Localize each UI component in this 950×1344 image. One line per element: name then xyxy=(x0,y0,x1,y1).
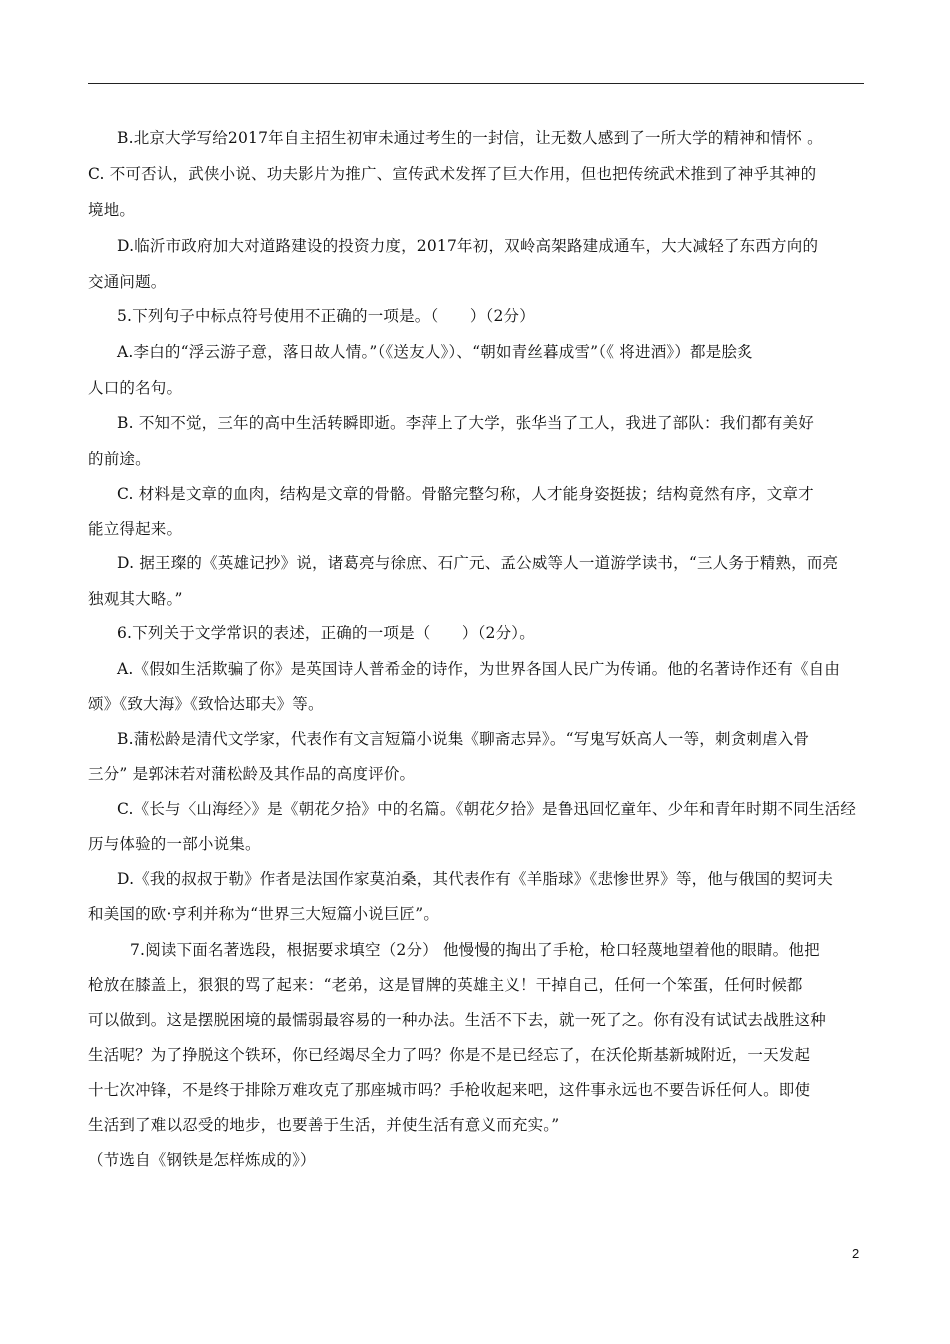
q6-option-a-line-2: 颂》《致大海》《致恰达耶夫》等。 xyxy=(88,695,324,713)
option-d-line-2: 交通问题。 xyxy=(88,273,167,291)
q6-option-a-line-1: A.《假如生活欺骗了你》是英国诗人普希金的诗作，为世界各国人民广为传诵。他的名著诗作还有《自由 xyxy=(117,660,841,678)
q5-option-a-line-2: 人口的名句。 xyxy=(88,379,183,397)
excerpt-source: （节选自《钢铁是怎样炼成的》） xyxy=(88,1151,316,1169)
q5-option-d-line-2: 独观其大略。” xyxy=(88,590,183,608)
q5-option-c-line-1: C. 材料是文章的血肉，结构是文章的骨骼。骨骼完整匀称，人才能身姿挺拔；结构竟然有序，文章才 xyxy=(117,485,814,503)
header-rule xyxy=(88,83,864,84)
option-d-line-1: D.临沂市政府加大对道路建设的投资力度，2017年初，双岭高架路建成通车，大大减轻了东西方向的 xyxy=(117,237,819,255)
q6-option-b-line-1: B.蒲松龄是清代文学家，代表作有文言短篇小说集《聊斋志异》。“写鬼写妖高人一等，刺贪刺虐入骨 xyxy=(117,730,810,748)
question-7-line-3: 可以做到。这是摆脱困境的最懦弱最容易的一种办法。生活不下去，就一死了之。你有没有试试去战胜这种 xyxy=(88,1011,826,1029)
question-7-line-5: 十七次冲锋，不是终于排除万难攻克了那座城市吗？手枪收起来吧，这件事永远也不要告诉任何人。即使 xyxy=(88,1081,811,1099)
q6-option-b-line-2: 三分” 是郭沫若对蒲松龄及其作品的高度评价。 xyxy=(88,765,416,783)
q5-option-d-line-1: D. 据王璨的《英雄记抄》说，诸葛亮与徐庶、石广元、孟公威等人一道游学读书，“三人务于精熟，而亮 xyxy=(117,554,839,572)
question-7-line-4: 生活呢？为了挣脱这个铁环，你已经竭尽全力了吗？你是不是已经忘了，在沃伦斯基新城附近，一天发起 xyxy=(88,1046,811,1064)
question-7-line-1: 7.阅读下面名著选段，根据要求填空（2分） 他慢慢的掏出了手枪，枪口轻蔑地望着他的眼睛。他把 xyxy=(130,941,820,959)
q6-option-d-line-2: 和美国的欧·亨利并称为“世界三大短篇小说巨匠”。 xyxy=(88,905,440,923)
page-number: 2 xyxy=(852,1246,860,1261)
question-6-stem: 6.下列关于文学常识的表述，正确的一项是（ ）（2分）。 xyxy=(117,624,535,642)
q6-option-c-line-2: 历与体验的一部小说集。 xyxy=(88,835,261,853)
option-b-line-1: B.北京大学写给2017年自主招生初审未通过考生的一封信，让无数人感到了一所大学的精神和情怀 。 xyxy=(117,129,823,147)
q5-option-c-line-2: 能立得起来。 xyxy=(88,520,183,538)
q5-option-b-line-1: B. 不知不觉，三年的高中生活转瞬即逝。李萍上了大学，张华当了工人，我进了部队：我们都有美好 xyxy=(117,414,814,432)
question-7-line-6: 生活到了难以忍受的地步，也要善于生活，并使生活有意义而充实。” xyxy=(88,1116,560,1134)
q5-option-a-line-1: A.李白的“浮云游子意，落日故人情。”（《送友人》）、“朝如青丝暮成雪”（《 将进酒》）都是脍炙 xyxy=(117,343,753,361)
q5-option-b-line-2: 的前途。 xyxy=(88,450,151,468)
question-5-stem: 5.下列句子中标点符号使用不正确的一项是。（ ）（2分） xyxy=(117,307,535,325)
q6-option-c-line-1: C.《长与〈山海经〉》是《朝花夕拾》中的名篇。《朝花夕拾》是鲁迅回忆童年、少年和青年时期不同生活经 xyxy=(117,800,857,818)
q6-option-d-line-1: D.《我的叔叔于勒》作者是法国作家莫泊桑，其代表作有《羊脂球》《悲惨世界》等，他与俄国的契诃夫 xyxy=(117,870,833,888)
option-c-line-1: C. 不可否认，武侠小说、功夫影片为推广、宣传武术发挥了巨大作用，但也把传统武术推到了神乎其神的 xyxy=(88,165,817,183)
question-7-line-2: 枪放在膝盖上，狠狠的骂了起来：“老弟，这是冒牌的英雄主义！干掉自己，任何一个笨蛋，任何时候都 xyxy=(88,976,803,994)
option-c-line-2: 境地。 xyxy=(88,201,136,219)
